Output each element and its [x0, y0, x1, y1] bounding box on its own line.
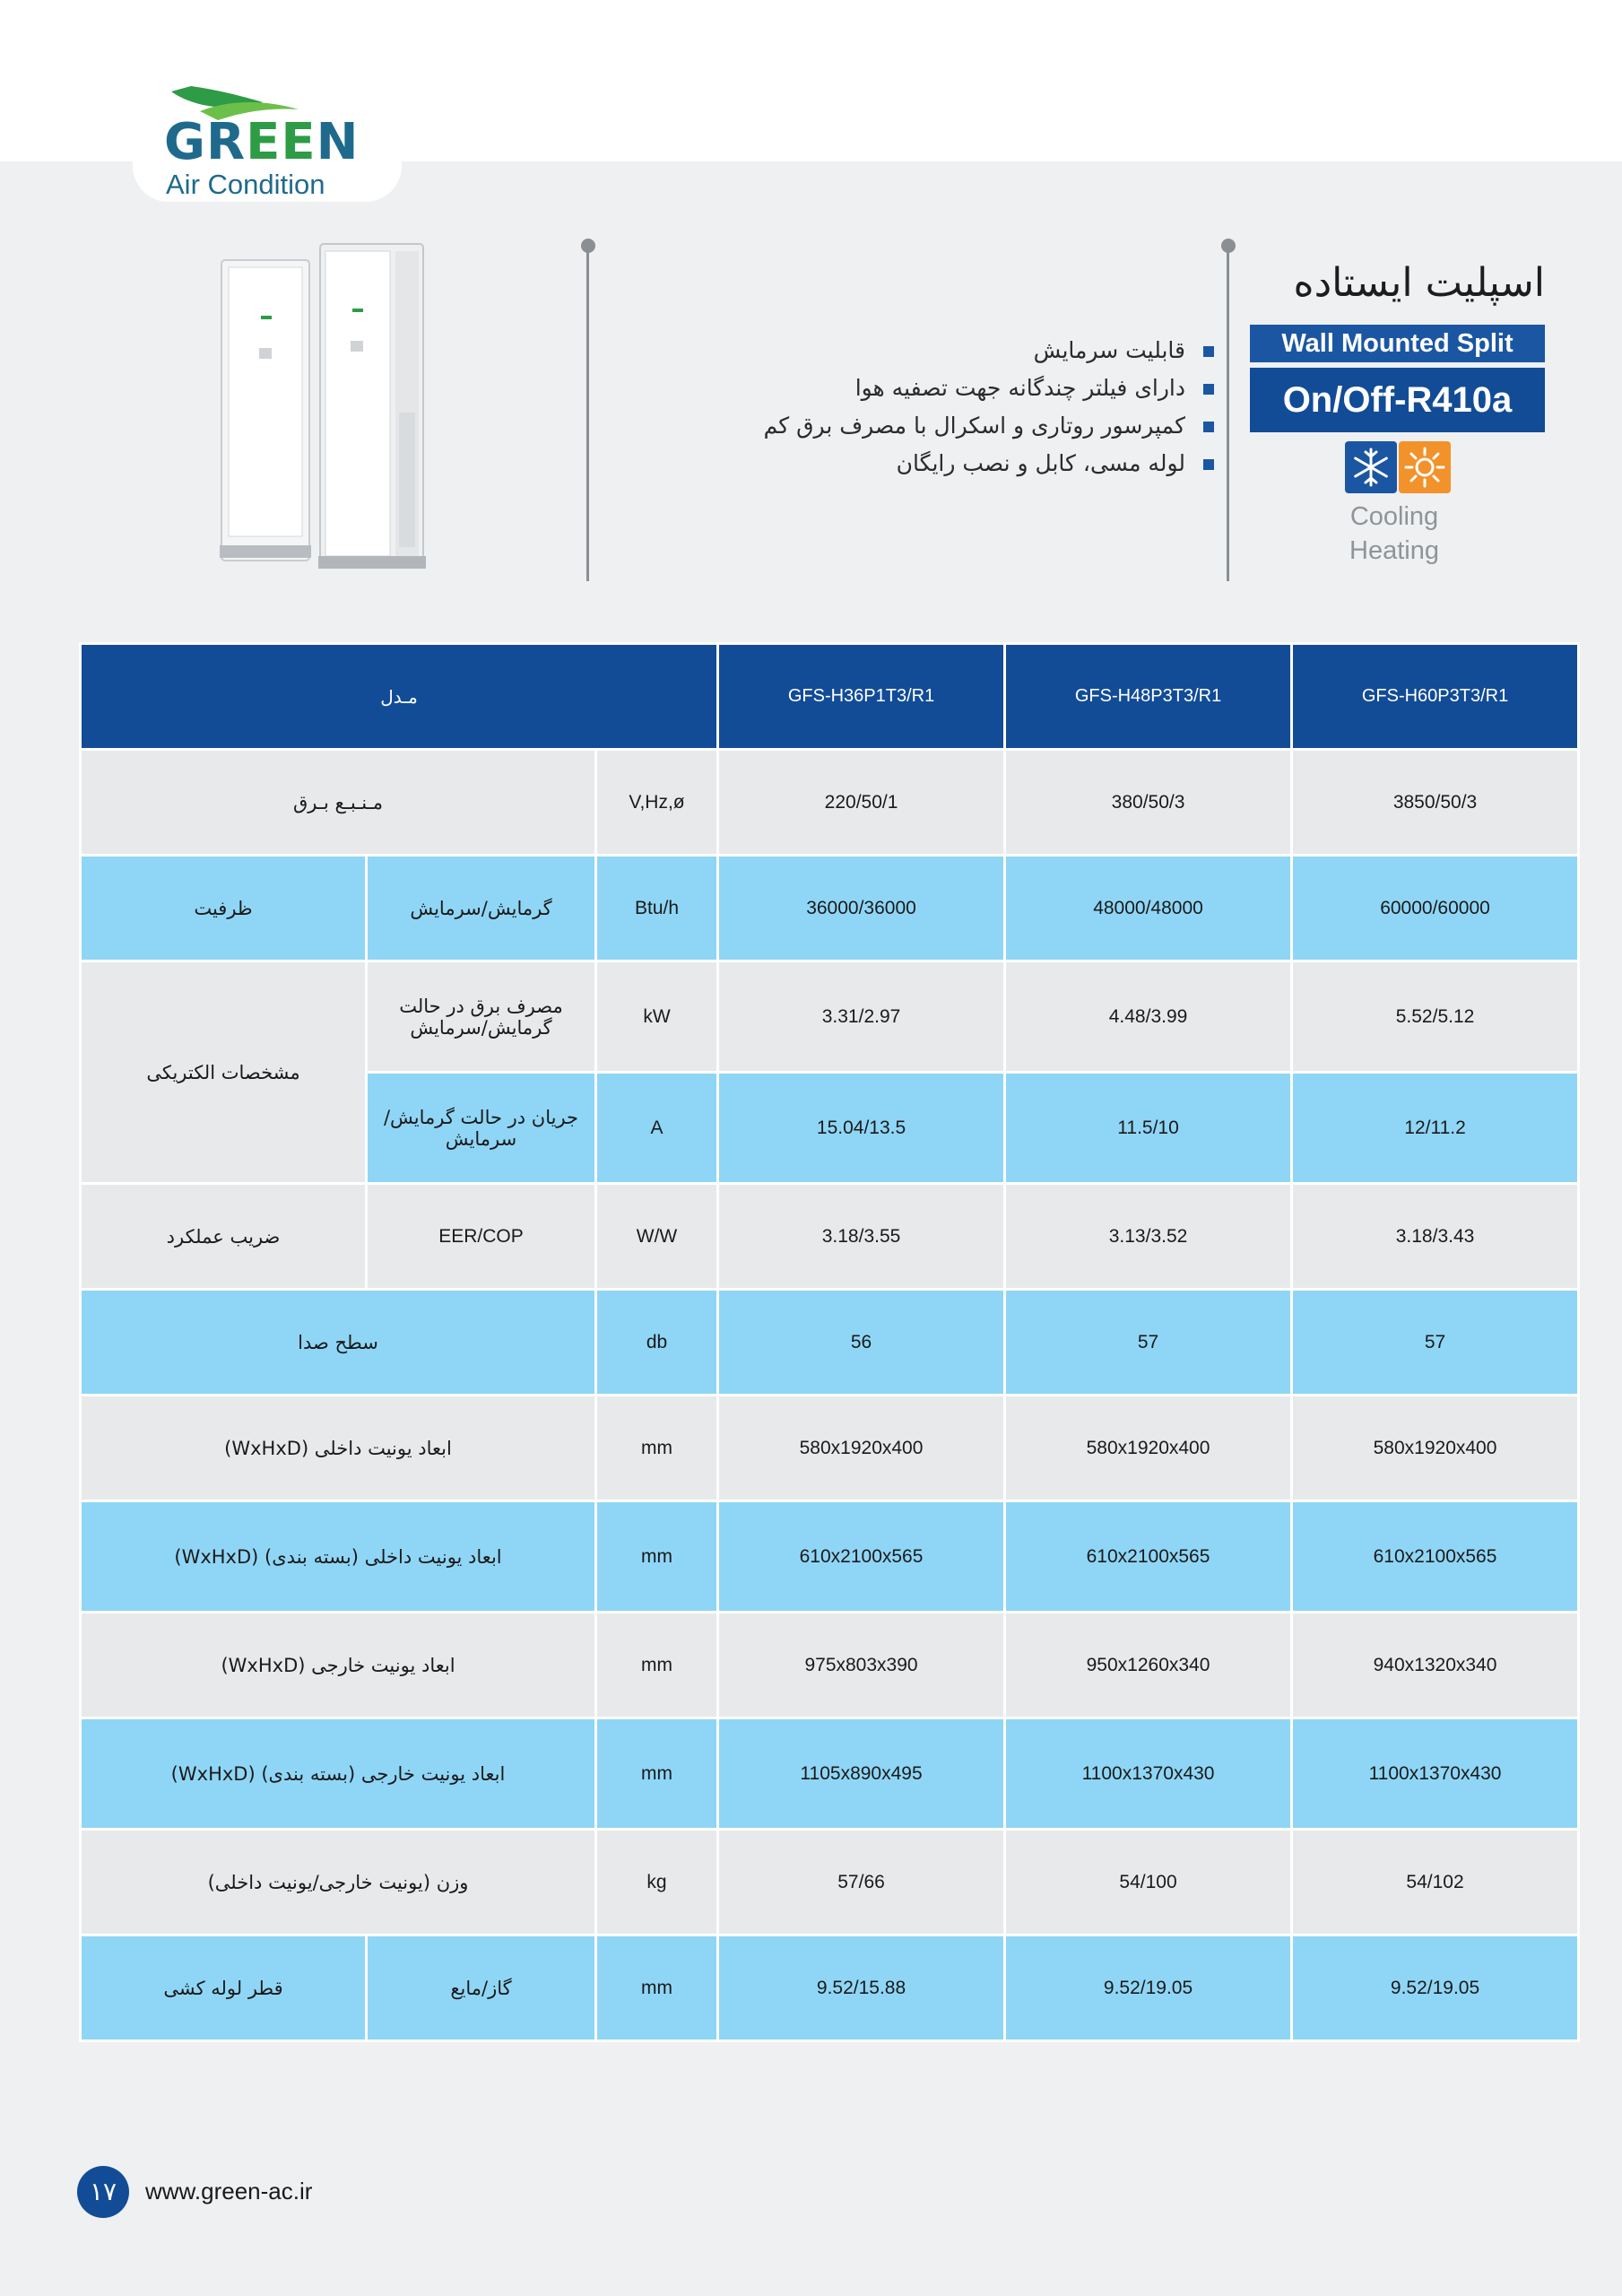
cell-value: 220/50/1: [718, 750, 1005, 856]
model-name: GFS-H60P3T3/R1: [1292, 644, 1579, 750]
cell-value: 3.18/3.55: [718, 1184, 1005, 1290]
cell-value: 975x803x390: [718, 1613, 1005, 1718]
cell-value: 57/66: [718, 1830, 1005, 1935]
cell-value: 580x1920x400: [1292, 1396, 1579, 1501]
feature-list: [586, 332, 1214, 483]
row-group-label: قطر لوله کشی: [81, 1935, 367, 2041]
row-label: ابعاد یونیت داخلی (بسته بندی) (WxHxD): [81, 1501, 596, 1613]
row-label: EER/COP: [367, 1184, 596, 1290]
cell-value: 57: [1005, 1290, 1292, 1396]
feature-item: دارای فیلتر چندگانه جهت تصفیه هوا: [586, 370, 1214, 407]
table-row: [81, 1396, 1579, 1501]
cell-value: 580x1920x400: [1005, 1396, 1292, 1501]
cell-value: 3.13/3.52: [1005, 1184, 1292, 1290]
mode-icons: [1345, 441, 1451, 493]
divider-left-dot: [581, 239, 595, 253]
model-name: GFS-H48P3T3/R1: [1005, 644, 1292, 750]
brand-logo[interactable]: [164, 81, 379, 200]
feature-item: لوله مسی، کابل و نصب رایگان: [586, 445, 1214, 483]
table-row: [81, 856, 1579, 961]
cell-value: 4.48/3.99: [1005, 961, 1292, 1073]
cell-value: 15.04/13.5: [718, 1073, 1005, 1184]
product-image: [220, 242, 430, 574]
mode-cooling: Cooling: [1349, 502, 1439, 531]
row-unit: A: [596, 1073, 718, 1184]
row-group-label: ضریب عملکرد: [81, 1184, 367, 1290]
table-row: [81, 750, 1579, 856]
bullet-icon: [1203, 346, 1214, 357]
row-label: سطح صدا: [81, 1290, 596, 1396]
feature-item: قابلیت سرمایش: [586, 332, 1214, 370]
cell-value: 54/102: [1292, 1830, 1579, 1935]
bullet-icon: [1203, 459, 1214, 470]
divider-right: [1227, 246, 1229, 581]
row-label: ابعاد یونیت خارجی (بسته بندی) (WxHxD): [81, 1718, 596, 1830]
spec-table: [79, 642, 1580, 2042]
table-row: [81, 1501, 1579, 1613]
snowflake-icon: [1345, 441, 1397, 493]
cell-value: 9.52/19.05: [1005, 1935, 1292, 2041]
bullet-icon: [1203, 384, 1214, 395]
model-badge: On/Off-R410a: [1250, 368, 1545, 432]
cell-value: 610x2100x565: [718, 1501, 1005, 1613]
divider-right-dot: [1221, 239, 1236, 253]
cell-value: 3.18/3.43: [1292, 1184, 1579, 1290]
cell-value: 1100x1370x430: [1292, 1718, 1579, 1830]
row-label: جریان در حالت گرمایش/ سرمایش: [367, 1073, 596, 1184]
page-title: اسپلیت ایستاده: [1293, 260, 1545, 306]
row-unit: Btu/h: [596, 856, 718, 961]
feature-item: کمپرسور روتاری و اسکرال با مصرف برق کم: [586, 407, 1214, 445]
table-row: [81, 1830, 1579, 1935]
sun-icon: [1399, 441, 1451, 493]
table-row: [81, 1935, 1579, 2041]
row-label: گاز/مایع: [367, 1935, 596, 2041]
row-label: ابعاد یونیت خارجی (WxHxD): [81, 1613, 596, 1718]
model-label: مـدل: [81, 644, 718, 750]
cell-value: 12/11.2: [1292, 1073, 1579, 1184]
row-unit: V,Hz,ø: [596, 750, 718, 856]
row-unit: mm: [596, 1718, 718, 1830]
cell-value: 60000/60000: [1292, 856, 1579, 961]
cell-value: 940x1320x340: [1292, 1613, 1579, 1718]
row-label: مصرف برق در حالت گرمایش/سرمایش: [367, 961, 596, 1073]
table-header-row: [81, 644, 1579, 750]
row-label: ابعاد یونیت داخلی (WxHxD): [81, 1396, 596, 1501]
row-label: وزن (یونیت خارجی/یونیت داخلی): [81, 1830, 596, 1935]
row-unit: kg: [596, 1830, 718, 1935]
row-unit: mm: [596, 1396, 718, 1501]
bullet-icon: [1203, 422, 1214, 432]
mode-heating: Heating: [1349, 536, 1439, 565]
row-group-label: مشخصات الکتریکی: [81, 961, 367, 1184]
cell-value: 54/100: [1005, 1830, 1292, 1935]
cell-value: 380/50/3: [1005, 750, 1292, 856]
table-row: [81, 961, 1579, 1073]
cell-value: 5.52/5.12: [1292, 961, 1579, 1073]
cell-value: 1100x1370x430: [1005, 1718, 1292, 1830]
row-unit: mm: [596, 1935, 718, 2041]
type-badge: Wall Mounted Split: [1250, 325, 1545, 362]
row-unit: W/W: [596, 1184, 718, 1290]
cell-value: 3850/50/3: [1292, 750, 1579, 856]
cell-value: 1105x890x495: [718, 1718, 1005, 1830]
logo-wordmark: GREEN: [164, 113, 360, 171]
cell-value: 56: [718, 1290, 1005, 1396]
model-name: GFS-H36P1T3/R1: [718, 644, 1005, 750]
row-unit: kW: [596, 961, 718, 1073]
row-label: مـنـبـع بـرق: [81, 750, 596, 856]
cell-value: 580x1920x400: [718, 1396, 1005, 1501]
table-row: [81, 1613, 1579, 1718]
row-label: گرمایش/سرمایش: [367, 856, 596, 961]
cell-value: 9.52/19.05: [1292, 1935, 1579, 2041]
cell-value: 950x1260x340: [1005, 1613, 1292, 1718]
row-unit: db: [596, 1290, 718, 1396]
cell-value: 48000/48000: [1005, 856, 1292, 961]
table-row: [81, 1718, 1579, 1830]
cell-value: 36000/36000: [718, 856, 1005, 961]
table-row: [81, 1290, 1579, 1396]
cell-value: 3.31/2.97: [718, 961, 1005, 1073]
row-unit: mm: [596, 1613, 718, 1718]
cell-value: 57: [1292, 1290, 1579, 1396]
cell-value: 610x2100x565: [1005, 1501, 1292, 1613]
cell-value: 9.52/15.88: [718, 1935, 1005, 2041]
page-number: ١٧: [77, 2166, 129, 2218]
table-row: [81, 1184, 1579, 1290]
cell-value: 11.5/10: [1005, 1073, 1292, 1184]
row-unit: mm: [596, 1501, 718, 1613]
logo-subtitle: Air Condition: [166, 169, 325, 200]
website-link[interactable]: www.green-ac.ir: [145, 2178, 313, 2205]
row-group-label: ظرفیت: [81, 856, 367, 961]
cell-value: 610x2100x565: [1292, 1501, 1579, 1613]
